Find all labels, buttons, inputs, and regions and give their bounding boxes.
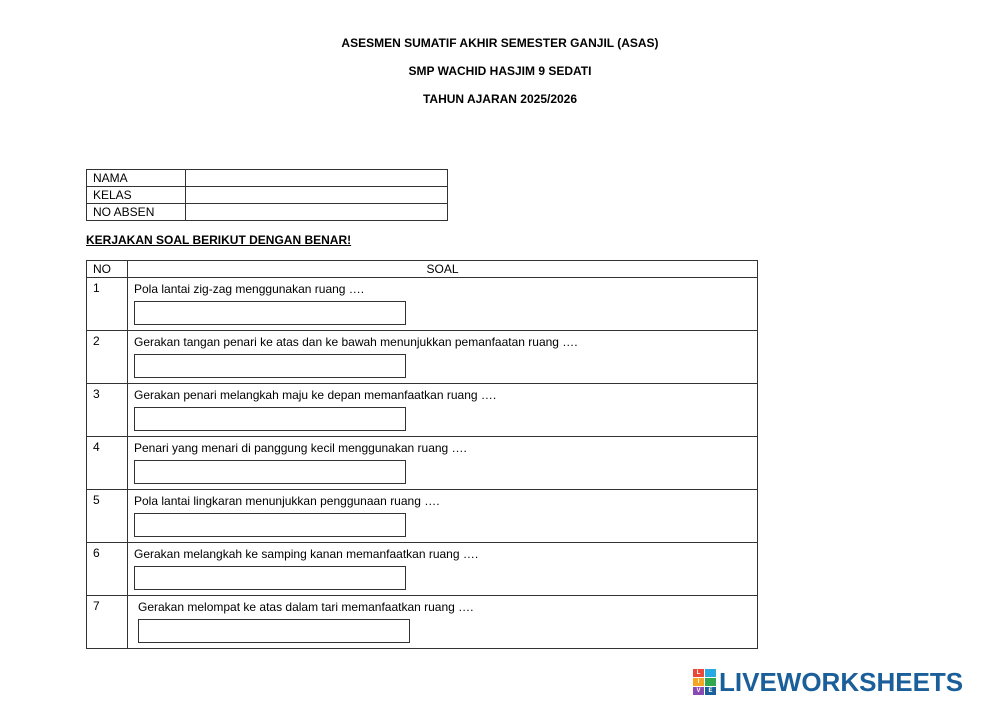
liveworksheets-logo-icon <box>693 669 716 695</box>
question-number: 3 <box>87 384 128 437</box>
question-row <box>87 331 758 384</box>
identity-value-nama[interactable] <box>186 170 448 187</box>
column-header-no: NO <box>87 261 128 278</box>
identity-table <box>86 169 448 221</box>
answer-input-1[interactable] <box>134 301 406 325</box>
answer-input-6[interactable] <box>134 566 406 590</box>
logo-icon-letter: I <box>693 678 704 686</box>
logo-text: LIVEWORKSHEETS <box>719 666 964 697</box>
identity-row <box>87 204 448 221</box>
question-number: 4 <box>87 437 128 490</box>
question-row <box>87 384 758 437</box>
header-year: TAHUN AJARAN 2025/2026 <box>422 92 578 106</box>
question-cell <box>128 331 758 384</box>
logo-icon-letter: V <box>693 687 704 695</box>
question-number: 7 <box>87 596 128 649</box>
question-cell <box>128 490 758 543</box>
question-text: Penari yang menari di panggung kecil menggunakan ruang …. <box>134 441 467 455</box>
identity-row <box>87 170 448 187</box>
answer-input-7[interactable] <box>138 619 410 643</box>
logo-icon-letter: E <box>705 687 716 695</box>
identity-value-no-absen[interactable] <box>186 204 448 221</box>
column-header-soal: SOAL <box>128 261 758 278</box>
question-cell <box>128 278 758 331</box>
question-row <box>87 490 758 543</box>
answer-input-5[interactable] <box>134 513 406 537</box>
question-text: Gerakan penari melangkah maju ke depan memanfaatkan ruang …. <box>134 388 497 402</box>
identity-label-kelas: KELAS <box>87 187 186 204</box>
answer-input-4[interactable] <box>134 460 406 484</box>
question-text: Gerakan melompat ke atas dalam tari memanfaatkan ruang …. <box>138 600 474 614</box>
question-cell <box>128 437 758 490</box>
question-text: Pola lantai lingkaran menunjukkan penggunaan ruang …. <box>134 494 440 508</box>
question-row <box>87 596 758 649</box>
identity-value-kelas[interactable] <box>186 187 448 204</box>
question-row <box>87 278 758 331</box>
question-cell <box>128 596 758 649</box>
question-text: Pola lantai zig-zag menggunakan ruang …. <box>134 282 365 296</box>
question-cell <box>128 384 758 437</box>
question-number: 5 <box>87 490 128 543</box>
question-row <box>87 437 758 490</box>
question-text: Gerakan tangan penari ke atas dan ke bawah menunjukkan pemanfaatan ruang …. <box>134 335 578 349</box>
question-number: 2 <box>87 331 128 384</box>
table-header-row <box>87 261 758 278</box>
question-row <box>87 543 758 596</box>
instruction-text: KERJAKAN SOAL BERIKUT DENGAN BENAR! <box>86 233 352 247</box>
logo-icon-block <box>705 669 716 677</box>
question-cell <box>128 543 758 596</box>
logo-icon-letter: L <box>693 669 704 677</box>
identity-label-no-absen: NO ABSEN <box>87 204 186 221</box>
answer-input-3[interactable] <box>134 407 406 431</box>
header-school: SMP WACHID HASJIM 9 SEDATI <box>408 64 592 78</box>
question-number: 6 <box>87 543 128 596</box>
header-title: ASESMEN SUMATIF AKHIR SEMESTER GANJIL (ASAS) <box>341 36 659 50</box>
identity-row <box>87 187 448 204</box>
answer-input-2[interactable] <box>134 354 406 378</box>
liveworksheets-logo <box>693 668 963 696</box>
question-text: Gerakan melangkah ke samping kanan memanfaatkan ruang …. <box>134 547 479 561</box>
identity-label-nama: NAMA <box>87 170 186 187</box>
logo-icon-block <box>705 678 716 686</box>
question-table <box>86 260 758 649</box>
question-number: 1 <box>87 278 128 331</box>
